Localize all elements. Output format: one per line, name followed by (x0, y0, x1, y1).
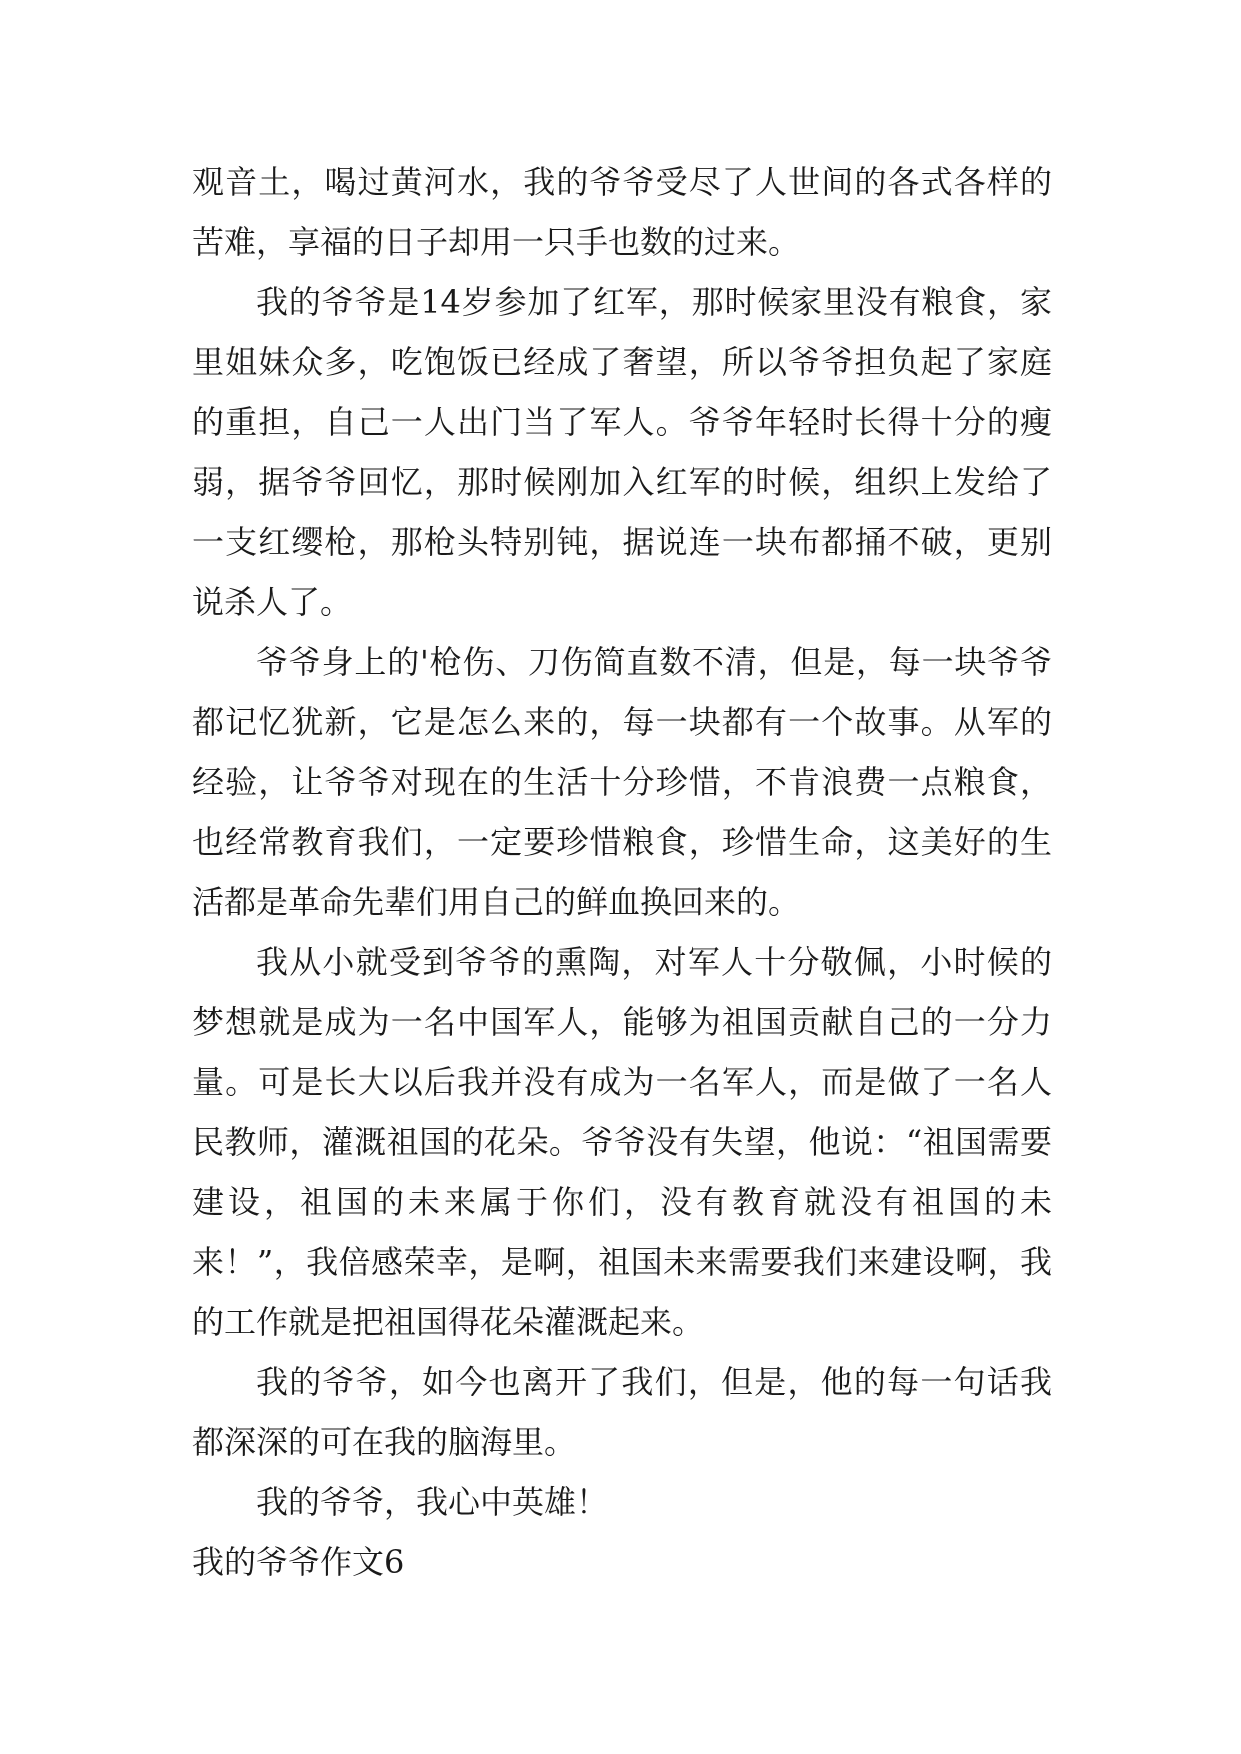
document-body (192, 152, 1052, 1592)
paragraph-4: 我从小就受到爷爷的熏陶，对军人十分敬佩，小时候的梦想就是成为一名中国军人，能够为祖国贡献自己的一分力量。可是长大以后我并没有成为一名军人，而是做了一名人民教师，灌溉祖国的花朵。爷爷没有失望，他说：“祖国需要建设，祖国的未来属于你们，没有教育就没有祖国的未来！”，我倍感荣幸，是啊，祖国未来需要我们来建设啊，我的工作就是把祖国得花朵灌溉起来。 (192, 943, 1052, 1341)
paragraph-5: 我的爷爷，如今也离开了我们，但是，他的每一句话我都深深的可在我的脑海里。 (192, 1363, 1052, 1461)
section-heading: 我的爷爷作文6 (192, 1543, 405, 1581)
paragraph-6: 我的爷爷，我心中英雄！ (256, 1483, 609, 1521)
paragraph-1: 观音土，喝过黄河水，我的爷爷受尽了人世间的各式各样的苦难，享福的日子却用一只手也数的过来。 (192, 163, 1052, 261)
paragraph-2: 我的爷爷是14岁参加了红军，那时候家里没有粮食，家里姐妹众多，吃饱饭已经成了奢望，所以爷爷担负起了家庭的重担，自己一人出门当了军人。爷爷年轻时长得十分的瘦弱，据爷爷回忆，那时候刚加入红军的时候，组织上发给了一支红缨枪，那枪头特别钝，据说连一块布都捅不破，更别说杀人了。 (192, 283, 1052, 621)
paragraph-3: 爷爷身上的'枪伤、刀伤简直数不清，但是，每一块爷爷都记忆犹新，它是怎么来的，每一块都有一个故事。从军的经验，让爷爷对现在的生活十分珍惜，不肯浪费一点粮食，也经常教育我们，一定要珍惜粮食，珍惜生命，这美好的生活都是革命先辈们用自己的鲜血换回来的。 (192, 643, 1052, 921)
